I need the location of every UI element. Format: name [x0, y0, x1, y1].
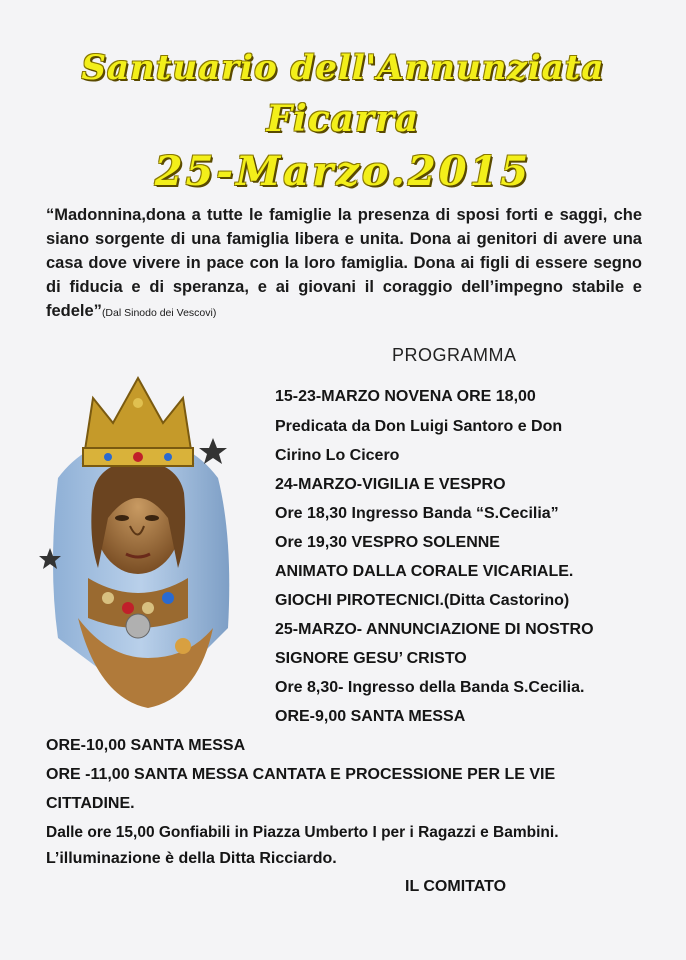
- title-line-1: Santuario dell'Annunziata: [81, 48, 605, 88]
- programma-line: Predicata da Don Luigi Santoro e Don: [275, 418, 563, 435]
- prayer-quote: [46, 203, 642, 325]
- programma-line: CITTADINE.: [46, 795, 135, 812]
- programma-line: 24-MARZO-VIGILIA E VESPRO: [275, 476, 506, 493]
- prayer-quote-source: (Dal Sinodo dei Vescovi): [101, 307, 217, 319]
- programma-line: 15-23-MARZO NOVENA ORE 18,00: [275, 388, 536, 405]
- title-line-3: 25-Marzo.2015: [154, 148, 532, 195]
- programma-line: Dalle ore 15,00 Gonfiabili in Piazza Umberto I per i Ragazzi e Bambini.: [46, 824, 559, 841]
- title-line-2: Ficarra: [266, 98, 420, 140]
- programma-heading: PROGRAMMA: [392, 345, 517, 365]
- programma-line: ORE-10,00 SANTA MESSA: [46, 737, 246, 754]
- programma-line: L’illuminazione è della Ditta Ricciardo.: [46, 850, 337, 867]
- signature: IL COMITATO: [405, 878, 507, 895]
- programma-line: ANIMATO DALLA CORALE VICARIALE.: [275, 563, 574, 580]
- programma-line: ORE -11,00 SANTA MESSA CANTATA E PROCESSIONE PER LE VIE: [46, 766, 556, 783]
- programma-line: Cirino Lo Cicero: [275, 447, 400, 464]
- programma-line: ORE-9,00 SANTA MESSA: [275, 708, 466, 725]
- programma-line: SIGNORE GESU’ CRISTO: [275, 650, 467, 667]
- programma-line: Ore 8,30- Ingresso della Banda S.Cecilia.: [275, 679, 585, 696]
- programma-line: Ore 19,30 VESPRO SOLENNE: [275, 534, 500, 551]
- programma-line: GIOCHI PIROTECNICI.(Ditta Castorino): [275, 592, 570, 609]
- madonna-statue-image: [38, 368, 234, 710]
- programma-line: 25-MARZO- ANNUNCIAZIONE DI NOSTRO: [275, 621, 594, 638]
- programma-line: Ore 18,30 Ingresso Banda “S.Cecilia”: [275, 505, 559, 522]
- prayer-quote-text: “Madonnina,dona a tutte le famiglie la presenza di sposi forti e saggi, che siano sorgente di una famiglia libera e unita. Dona ai genitori di avere una casa dove vivere in pace con la loro famiglia. Dona ai figli di essere segno di fiducia e di speranza, e ai giovani il coraggio dell’impegno stabile e fedele”: [46, 206, 642, 320]
